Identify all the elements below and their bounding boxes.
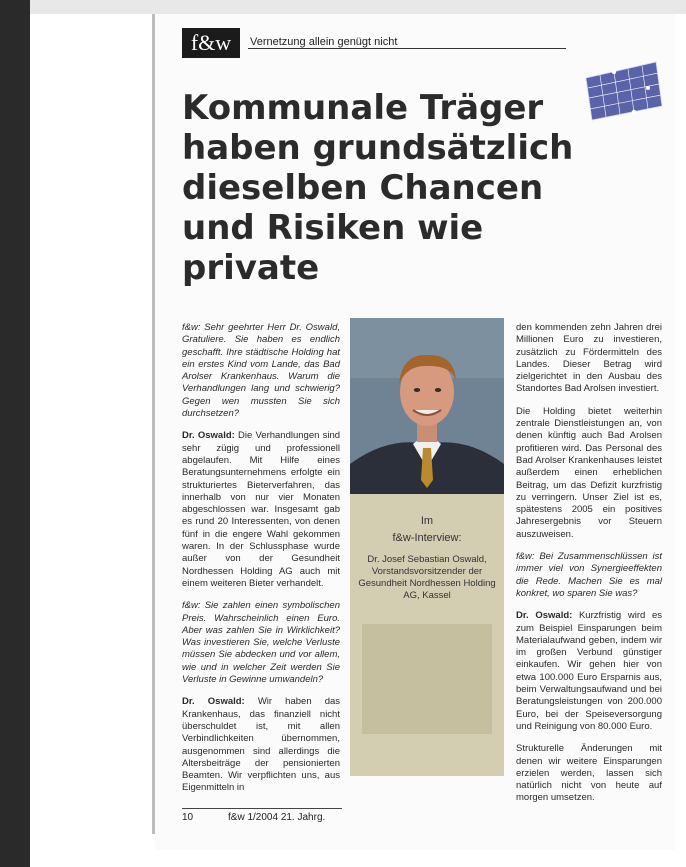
interview-info-box: [350, 494, 504, 776]
article-paragraph: Strukturelle Änderungen mit denen wir weitere Einsparungen erzielen werden, lassen sich natürlich nicht von heute auf morgen umsetzen.: [516, 743, 662, 804]
footer-rule: [182, 808, 342, 809]
article-column-left: [182, 322, 340, 805]
speaker-label: Dr. Oswald:: [516, 610, 573, 622]
interview-label: Im: [420, 515, 434, 527]
magazine-logo: f&w: [182, 28, 240, 58]
scan-edge-left: [0, 0, 30, 867]
interview-question: f&w: Bei Zusammenschlüssen ist immer viel von Synergieeffekten die Rede. Machen Sie es mal konkret, wo sparen Sie was?: [516, 551, 662, 599]
interview-title: f&w-Interview:: [392, 532, 462, 544]
header-rule: [248, 48, 566, 49]
network-graphic: [578, 48, 664, 124]
scan-edge-top: [0, 0, 686, 14]
answer-text: Wir haben das Krankenhaus, das finanziell nicht überschuldet ist, mit allen Verbindlichkeiten übernommen, ausgenommen sind allerdings die Altersbeiträge der pensionierten Beamten. Wir verpflichten uns, aus Eigenmitteln in: [182, 696, 341, 794]
interview-question: f&w: Sie zahlen einen symbolischen Preis. Wahrscheinlich einen Euro. Aber was zahlen Sie in Wirklichkeit? Was investieren Sie, welche Verluste müssen Sie abdecken und vor allem, wie und in welcher Zeit werden Sie Verluste in Gewinne umwandeln?: [182, 600, 340, 686]
interview-answer: [182, 430, 340, 590]
answer-text: Kurzfristig wird es zum Beispiel Einsparungen beim Materialaufwand geben, indem wir im großen Verbund günstiger einkaufen. Wir gehen hier von etwa 100.000 Euro Ersparnis aus, beim Verwaltungsaufwand und bei Beratungsleistungen von 200.000 Euro, bei der Speiseversorgung und Reinigung von 80.000 Euro.: [516, 610, 662, 732]
interview-answer: [182, 696, 340, 794]
interviewee-description: Dr. Josef Sebastian Oswald, Vorstandsvorsitzender der Gesundheit Nordhessen Holding AG, Kassel: [358, 554, 496, 601]
info-box-band: [362, 624, 492, 734]
portrait-photo: [350, 318, 504, 494]
article-paragraph: Die Holding bietet weiterhin zentrale Dienstleistungen an, von denen künftig auch Bad Arolsen profitieren wird. Das Personal des Bad Arolser Krankenhauses leistet außerdem einen erheblichen Beitrag, um das Defizit kurzfristig zu verringern. Unser Ziel ist es, spätestens 2005 ein positives Jahresergebnis vor Steuern auszuweisen.: [516, 405, 662, 540]
speaker-label: Dr. Oswald:: [182, 696, 245, 708]
interview-answer: [516, 610, 662, 733]
answer-text: Die Verhandlungen sind sehr zügig und professionell abgelaufen. Mit Hilfe eines Beratungsunternehmens erfolgte ein strukturiertes Bieterverfahren, das innerhalb von nur vier Monaten abgeschlossen war. Insgesamt gab es rund 20 Interessenten, von denen fünf in die engere Wahl gekommen waren. In der Schlussphase wurde außer von der Gesundheit Nordhessen Holding AG auch mit einem weiteren Bieter verhandelt.: [182, 430, 341, 589]
article-paragraph: den kommenden zehn Jahren drei Millionen Euro zu investieren, zusätzlich zu Fördermitteln des Landes. Dieser Betrag wird zielgerichtet in den Ausbau des Standortes Bad Arolsen investiert.: [516, 322, 662, 395]
section-title: Vernetzung allein genügt nicht: [250, 36, 398, 48]
article-column-right: [516, 322, 662, 815]
article-headline: Kommunale Träger haben grundsätzlich dieselben Chancen und Risiken wie private: [182, 88, 574, 288]
page-number: 10: [182, 812, 194, 823]
magazine-issue: f&w 1/2004 21. Jahrg.: [228, 812, 326, 823]
speaker-label: Dr. Oswald:: [182, 430, 235, 442]
interview-question: f&w: Sehr geehrter Herr Dr. Oswald, Gratuliere. Sie haben es endlich geschafft. Ihre städtische Holding hat ein erstes Kind vom Lande, das Bad Arolser Krankenhaus. Warum die Verhandlungen lang und schwierig? Gegen wen mussten Sie sich durchsetzen?: [182, 322, 340, 420]
